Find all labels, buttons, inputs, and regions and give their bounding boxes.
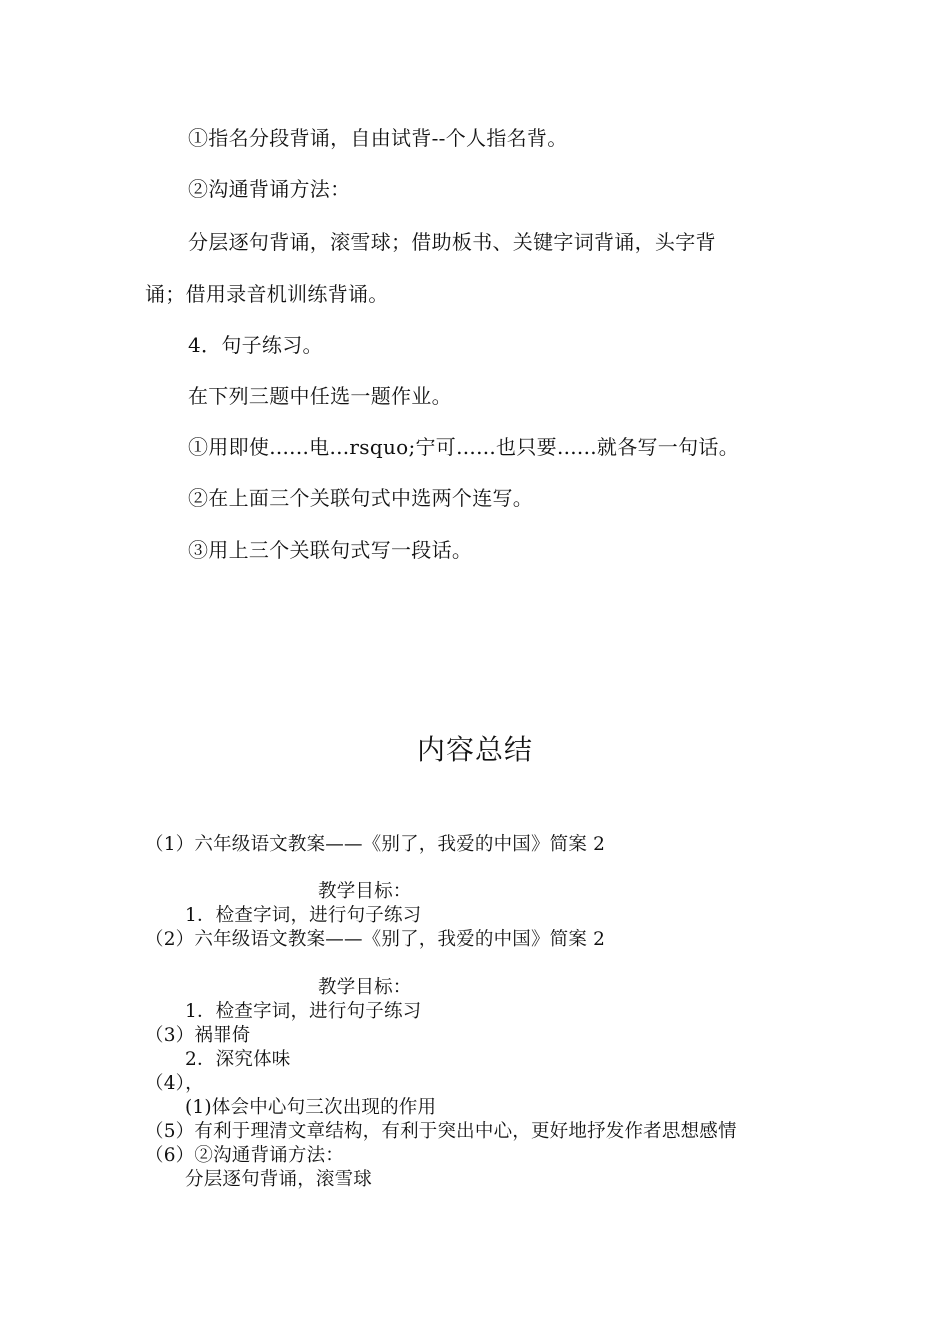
- body-line-sentence-practice: 4．句子练习。: [188, 333, 323, 357]
- summary-item-4: （4），: [145, 1073, 204, 1094]
- summary-item-6: （6）②沟通背诵方法：: [145, 1145, 344, 1166]
- body-line-recite-methods: ②沟通背诵方法：: [188, 177, 351, 201]
- summary-item-1-goal-heading: 教学目标：: [318, 881, 412, 902]
- summary-item-2-goal-heading: 教学目标：: [318, 977, 412, 998]
- summary-item-5: （5）有利于理清文章结构，有利于突出中心，更好地抒发作者思想感情: [145, 1121, 737, 1142]
- body-line-exercise-3: ③用上三个关联句式写一段话。: [188, 538, 473, 562]
- summary-item-1-goal: 1．检查字词，进行句子练习: [185, 905, 422, 926]
- summary-item-4-detail: (1)体会中心句三次出现的作用: [185, 1097, 437, 1118]
- body-line-recorder-recite: 诵；借用录音机训练背诵。: [145, 282, 389, 306]
- summary-title: 内容总结: [416, 733, 533, 766]
- summary-item-1: （1）六年级语文教案——《别了，我爱的中国》简案 2: [145, 834, 606, 855]
- summary-item-3-detail: 2．深究体味: [185, 1049, 291, 1070]
- body-line-exercise-1: ①用即使......电...rsquo;宁可......也只要......就各写一句话。: [188, 435, 739, 459]
- summary-item-2-goal: 1．检查字词，进行句子练习: [185, 1001, 422, 1022]
- summary-item-3: （3）祸罪倚: [145, 1025, 251, 1046]
- summary-item-2: （2）六年级语文教案——《别了，我爱的中国》简案 2: [145, 929, 606, 950]
- body-line-layered-recite: 分层逐句背诵，滚雪球；借助板书、关键字词背诵，头字背: [188, 230, 716, 254]
- body-line-choose-one: 在下列三题中任选一题作业。: [188, 384, 452, 408]
- body-line-exercise-2: ②在上面三个关联句式中选两个连写。: [188, 486, 534, 510]
- body-line-recite-by-section: ①指名分段背诵，自由试背--个人指名背。: [188, 126, 568, 150]
- summary-item-6-detail: 分层逐句背诵，滚雪球: [185, 1169, 373, 1190]
